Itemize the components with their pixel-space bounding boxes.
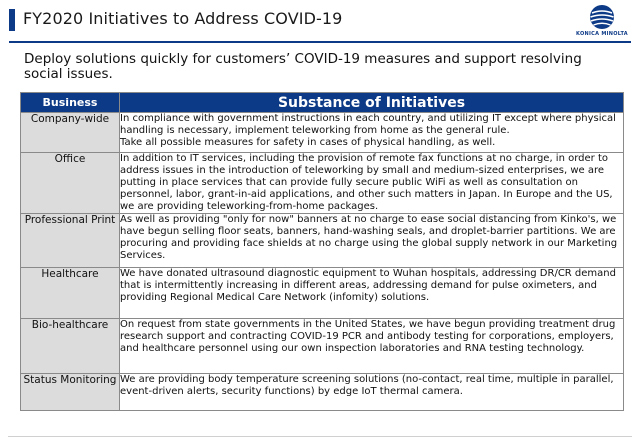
business-cell: Professional Print xyxy=(21,214,120,268)
substance-cell xyxy=(120,374,624,411)
business-cell: Office xyxy=(21,153,120,214)
table-row xyxy=(21,214,624,268)
logo-text: KONICA MINOLTA xyxy=(576,31,628,37)
substance-text: In addition to IT services, including the provision of remote fax functions at no charge, in order to address issues in the introduction of teleworking by small and medium-sized enterprises, we are putting in place services that can provide fully secure public WiFi as well as consultation on personnel, labor, grant-in-aid applications, and other such matters in Japan. In Europe and the US, we are providing teleworking-from-home packages. xyxy=(120,153,613,212)
page-title: FY2020 Initiatives to Address COVID-19 xyxy=(23,9,343,28)
page-subtitle: Deploy solutions quickly for customers’ COVID-19 measures and support resolving social issues. xyxy=(24,51,582,82)
substance-text: As well as providing "only for now" banners at no charge to ease social distancing from Kinko's, we have begun selling floor seats, banners, hand-washing seals, and droplet-barrier partitions. We are procuring and providing face shields at no charge using the global supply network in our Marketing Services. xyxy=(120,214,618,261)
substance-text: In compliance with government instructions in each country, and utilizing IT except where physical handling is necessary, implement teleworking from home as the general rule. Take all possible measures for safety in cases of physical handling, as well. xyxy=(120,113,616,148)
business-cell: Status Monitoring xyxy=(21,374,120,411)
column-header-business: Business xyxy=(21,93,120,113)
title-divider xyxy=(9,41,631,43)
business-cell: Healthcare xyxy=(21,268,120,319)
page-bottom-edge xyxy=(8,436,632,437)
table-row xyxy=(21,268,624,319)
substance-text: We are providing body temperature screening solutions (no-contact, real time, multiple in parallel, event-driven alerts, security functions) by edge IoT thermal camera. xyxy=(120,374,614,397)
substance-cell xyxy=(120,153,624,214)
substance-cell xyxy=(120,214,624,268)
substance-text: On request from state governments in the United States, we have begun providing treatment drug research support and contracting COVID-19 PCR and antibody testing for corporations, employers, and healthcare personnel using our own inspection laboratories and RNA testing technology. xyxy=(120,319,616,354)
substance-cell xyxy=(120,319,624,374)
title-accent-bar xyxy=(9,9,15,31)
substance-text: We have donated ultrasound diagnostic equipment to Wuhan hospitals, addressing DR/CR demand that is intermittently increasing in different areas, addressing demand for pulse oximeters, and providing Regional Medical Care Network (infomity) solutions. xyxy=(120,268,616,303)
company-logo xyxy=(572,4,632,40)
business-cell: Company-wide xyxy=(21,113,120,153)
business-cell: Bio-healthcare xyxy=(21,319,120,374)
substance-cell xyxy=(120,113,624,153)
table-row xyxy=(21,153,624,214)
initiatives-table xyxy=(20,92,624,411)
table-row xyxy=(21,374,624,411)
table-header-row xyxy=(21,93,624,113)
table-row xyxy=(21,113,624,153)
substance-cell xyxy=(120,268,624,319)
table-row xyxy=(21,319,624,374)
konica-minolta-globe-icon xyxy=(589,4,615,30)
column-header-substance: Substance of Initiatives xyxy=(120,93,624,113)
title-bar xyxy=(0,0,640,40)
